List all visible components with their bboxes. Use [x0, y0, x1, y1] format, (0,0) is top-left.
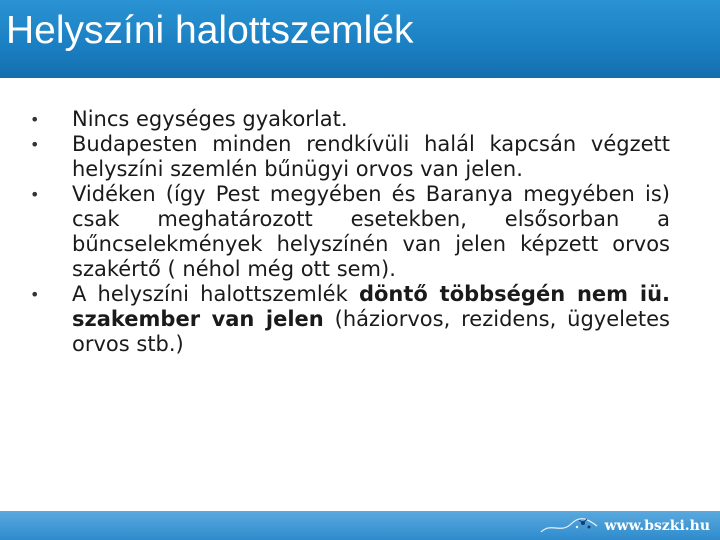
bullet-text: (háziorvos, rezidens, ügyeletes orvos stb.) [72, 307, 670, 356]
bullet-item [30, 107, 670, 132]
bullet-item [30, 132, 670, 182]
logo-decoration-icon [539, 516, 599, 536]
bullet-list [30, 107, 670, 357]
slide-content [30, 107, 670, 357]
footer-logo [539, 516, 711, 536]
bullet-text: Vidéken (így Pest megyében és Baranya megyében is) csak meghatározott esetekben, elsősorban a bűncselekmények helyszínén van jelen képzett orvos szakértő ( néhol még ott sem). [72, 182, 670, 281]
bullet-text-emphasis: döntő többségén nem iü. szakember van jelen [72, 282, 670, 331]
bullet-point-icon: • [30, 135, 40, 154]
bullet-point-icon: • [30, 110, 40, 129]
bullet-text: A helyszíni halottszemlék [72, 282, 359, 306]
bullet-point-icon: • [30, 285, 40, 304]
footer-url: www.bszki.hu [604, 518, 710, 534]
bullet-item [30, 182, 670, 282]
bullet-text: Nincs egységes gyakorlat. [72, 107, 348, 131]
slide-title: Helyszíni halottszemlék [6, 9, 414, 52]
bullet-point-icon: • [30, 185, 40, 204]
bullet-text: Budapesten minden rendkívüli halál kapcsán végzett helyszíni szemlén bűnügyi orvos van jelen. [72, 132, 670, 181]
title-bar [0, 0, 720, 78]
bullet-item [30, 282, 670, 357]
